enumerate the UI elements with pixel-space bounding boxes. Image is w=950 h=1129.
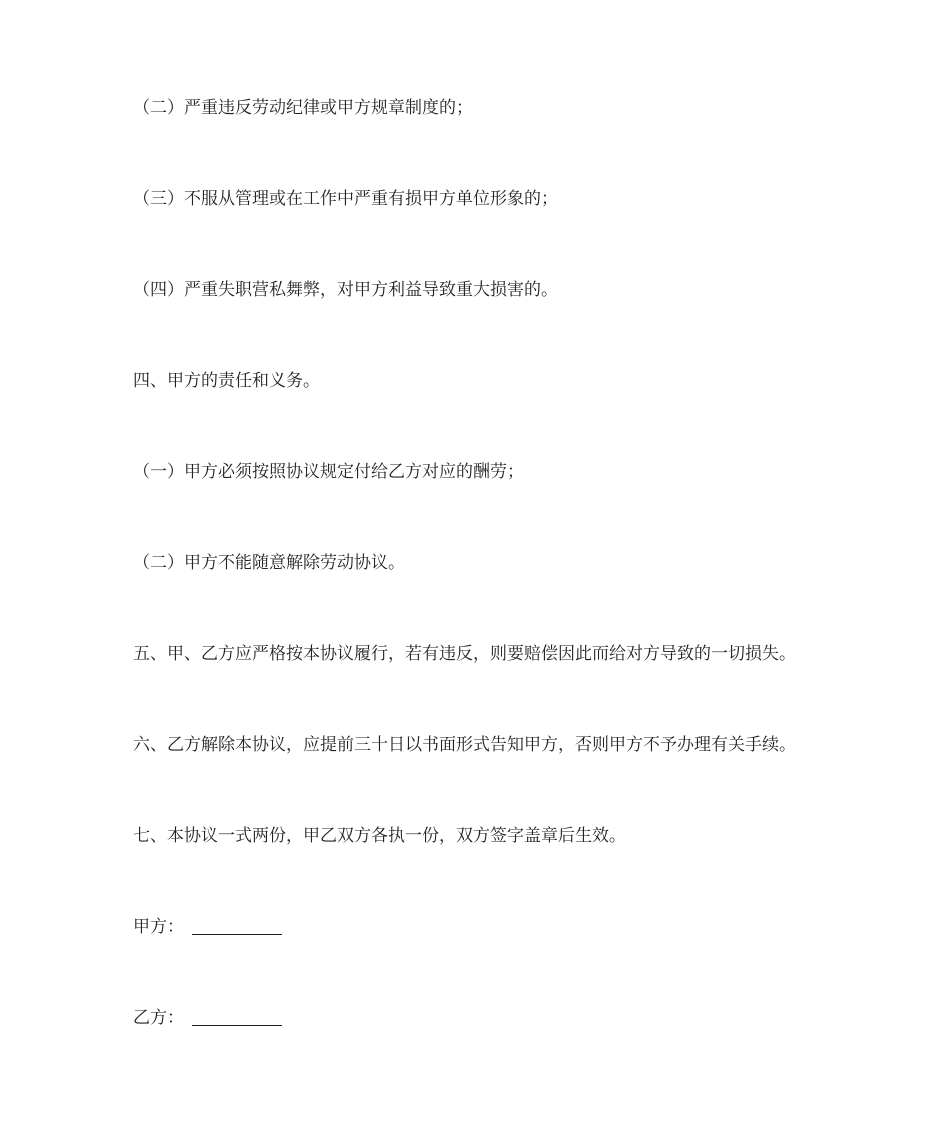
clause-7: 七、本协议一式两份，甲乙双方各执一份，双方签字盖章后生效。 [133,826,626,846]
clause-4-item-2: （二）甲方不能随意解除劳动协议。 [133,553,405,573]
clause-6: 六、乙方解除本协议，应提前三十日以书面形式告知甲方，否则甲方不予办理有关手续。 [133,735,796,755]
clause-3-item-3: （三）不服从管理或在工作中严重有损甲方单位形象的； [133,189,558,209]
party-a-label: 甲方： [133,917,184,937]
party-a-signature-blank[interactable] [192,918,282,935]
party-b-signature-row [133,1006,282,1030]
party-b-signature-blank[interactable] [192,1009,282,1026]
clause-3-item-2: （二）严重违反劳动纪律或甲方规章制度的； [133,98,473,118]
party-a-signature-row [133,915,282,939]
clause-4-heading: 四、甲方的责任和义务。 [133,371,320,391]
party-b-label: 乙方： [133,1008,184,1028]
clause-3-item-4: （四）严重失职营私舞弊，对甲方利益导致重大损害的。 [133,280,558,300]
clause-5: 五、甲、乙方应严格按本协议履行，若有违反，则要赔偿因此而给对方导致的一切损失。 [133,644,796,664]
clause-4-item-1: （一）甲方必须按照协议规定付给乙方对应的酬劳； [133,462,524,482]
